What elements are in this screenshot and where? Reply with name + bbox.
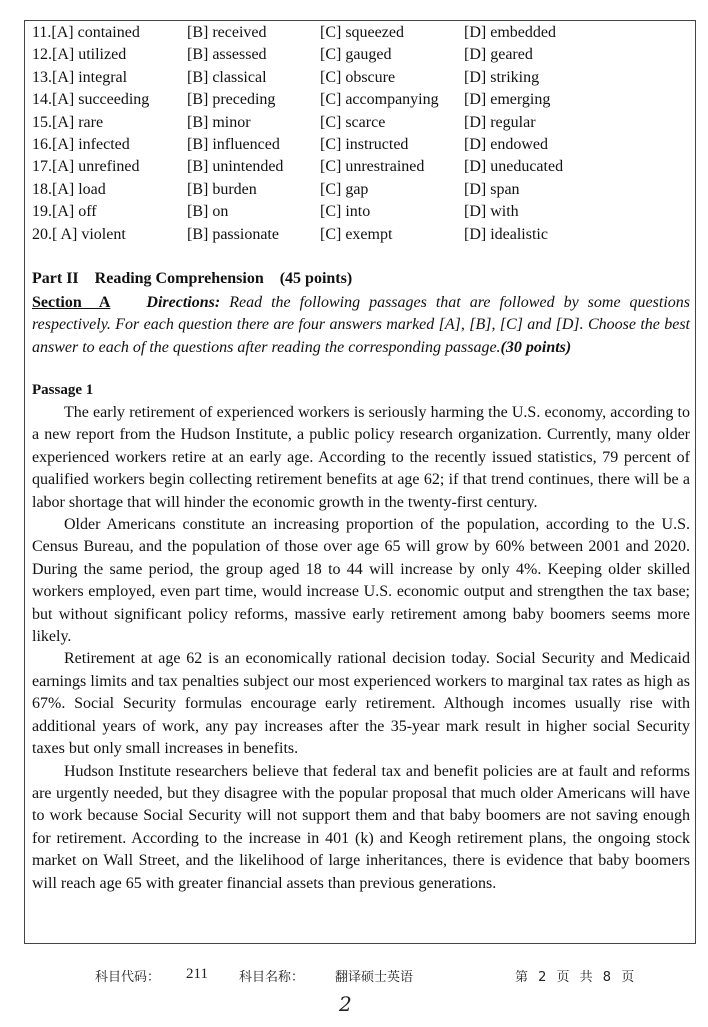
option-b: [B] classical <box>187 68 267 86</box>
option-a: 20.[ A] violent <box>32 225 126 243</box>
page-info: 第 2 页 共 8 页 <box>515 970 638 985</box>
option-b: [B] burden <box>187 180 257 198</box>
option-d: [D] embedded <box>464 24 556 41</box>
option-a: 16.[A] infected <box>32 135 130 153</box>
option-c: [C] exempt <box>320 225 393 243</box>
passage-title: Passage 1 <box>32 382 94 398</box>
option-a: 17.[A] unrefined <box>32 158 140 176</box>
option-row <box>32 156 692 178</box>
passage-paragraph: Hudson Institute researchers believe that federal tax and benefit policies are at fault and reforms are urgently needed, but they disagree with the popular proposal that much older Americans will have to work because Social Security will not support them and that baby boomers are not saving enough for retirement. According to the increase in 401 (k) and Keogh retirement plans, the ongoing stock market on Wall Street, and the likelihood of large inheritances, there is evidence that baby boomers will reach age 65 with greater financial assets than previous generations. <box>32 762 690 892</box>
section-points: (30 points) <box>500 338 572 356</box>
option-a: 11.[A] contained <box>32 24 140 41</box>
option-b: [B] influenced <box>187 135 280 153</box>
option-d: [D] span <box>464 180 520 198</box>
option-a: 14.[A] succeeding <box>32 91 150 109</box>
cloze-options-list <box>32 22 692 246</box>
option-d: [D] striking <box>464 68 540 86</box>
passage-paragraph: Retirement at age 62 is an economically rational decision today. Social Security and Medicaid earnings limits and tax penalties subject our most experienced workers to marginal tax rates as high as 67%. Social Security formulas encourage early retirement. Although incomes usually rise with additional years of work, any pay increases after the 35-year mark result in higher social Security taxes but only small increases in benefits. <box>32 650 690 758</box>
part-points: (45 points) <box>279 270 353 287</box>
option-b: [B] minor <box>187 113 251 131</box>
option-row <box>32 201 692 223</box>
option-c: [C] squeezed <box>320 24 404 41</box>
section-label: Section A <box>32 294 111 311</box>
section-directions <box>32 292 690 359</box>
option-a: 15.[A] rare <box>32 113 104 131</box>
passage-body <box>32 402 690 895</box>
option-a: 13.[A] integral <box>32 68 128 86</box>
option-c: [C] unrestrained <box>320 158 425 176</box>
part-heading <box>32 270 352 288</box>
option-a: 19.[A] off <box>32 203 97 221</box>
handwritten-page-number: 2 <box>339 992 352 1016</box>
option-a: 12.[A] utilized <box>32 46 127 64</box>
option-row <box>32 44 692 66</box>
passage-paragraph: The early retirement of experienced workers is seriously harming the U.S. economy, according to a new report from the Hudson Institute, a public policy research organization. Currently, many older experienced workers retire at an early age. According to the recently issued statistics, 79 percent of qualified workers begin collecting retirement benefits at age 62; if that trend continues, there will be a labor shortage that will hinder the economic growth in the twenty-first century. <box>32 404 690 511</box>
option-row <box>32 179 692 201</box>
directions-text: Read the following passages that are followed by some questions respectively. For each question there are four answers marked [A], [B], [C] and [D]. Choose the best answer to each of the questions after reading the corresponding passage. <box>32 294 690 356</box>
option-c: [C] accompanying <box>320 91 439 109</box>
option-c: [C] scarce <box>320 113 386 131</box>
subject-name-label: 科目名称： <box>239 970 305 985</box>
option-row <box>32 112 692 134</box>
option-b: [B] preceding <box>187 91 276 109</box>
option-a: 18.[A] load <box>32 180 106 198</box>
option-row <box>32 22 692 44</box>
option-d: [D] regular <box>464 113 536 131</box>
subject-code: 211 <box>186 966 208 982</box>
passage-paragraph: Older Americans constitute an increasing proportion of the population, according to the U.S. Census Bureau, and the population of those over age 65 will grow by 60% between 2001 and 2020. During the same period, the group aged 18 to 44 will increase by only 4%. Keeping older skilled workers employed, even part time, would increase U.S. economic output and strengthen the tax base; but without significant policy reforms, massive early retirement among baby boomers seems more likely. <box>32 516 690 646</box>
option-c: [C] gap <box>320 180 369 198</box>
subject-code-label: 科目代码： <box>95 970 161 985</box>
option-d: [D] with <box>464 203 519 221</box>
option-row <box>32 67 692 89</box>
option-row <box>32 224 692 246</box>
option-c: [C] obscure <box>320 68 396 86</box>
subject-name: 翻译硕士英语 <box>335 970 414 985</box>
part-name: Reading Comprehension <box>94 270 264 287</box>
option-c: [C] into <box>320 203 371 221</box>
option-d: [D] idealistic <box>464 225 548 243</box>
option-d: [D] emerging <box>464 91 551 109</box>
option-b: [B] received <box>187 24 267 41</box>
option-b: [B] unintended <box>187 158 284 176</box>
option-b: [B] assessed <box>187 46 267 64</box>
option-d: [D] uneducated <box>464 158 564 176</box>
option-b: [B] passionate <box>187 225 279 243</box>
option-row <box>32 89 692 111</box>
option-c: [C] instructed <box>320 135 409 153</box>
option-d: [D] geared <box>464 46 533 64</box>
option-row <box>32 134 692 156</box>
option-d: [D] endowed <box>464 135 548 153</box>
part-number: Part II <box>32 270 79 287</box>
option-b: [B] on <box>187 203 229 221</box>
directions-label: Directions: <box>146 294 221 311</box>
option-c: [C] gauged <box>320 46 392 64</box>
